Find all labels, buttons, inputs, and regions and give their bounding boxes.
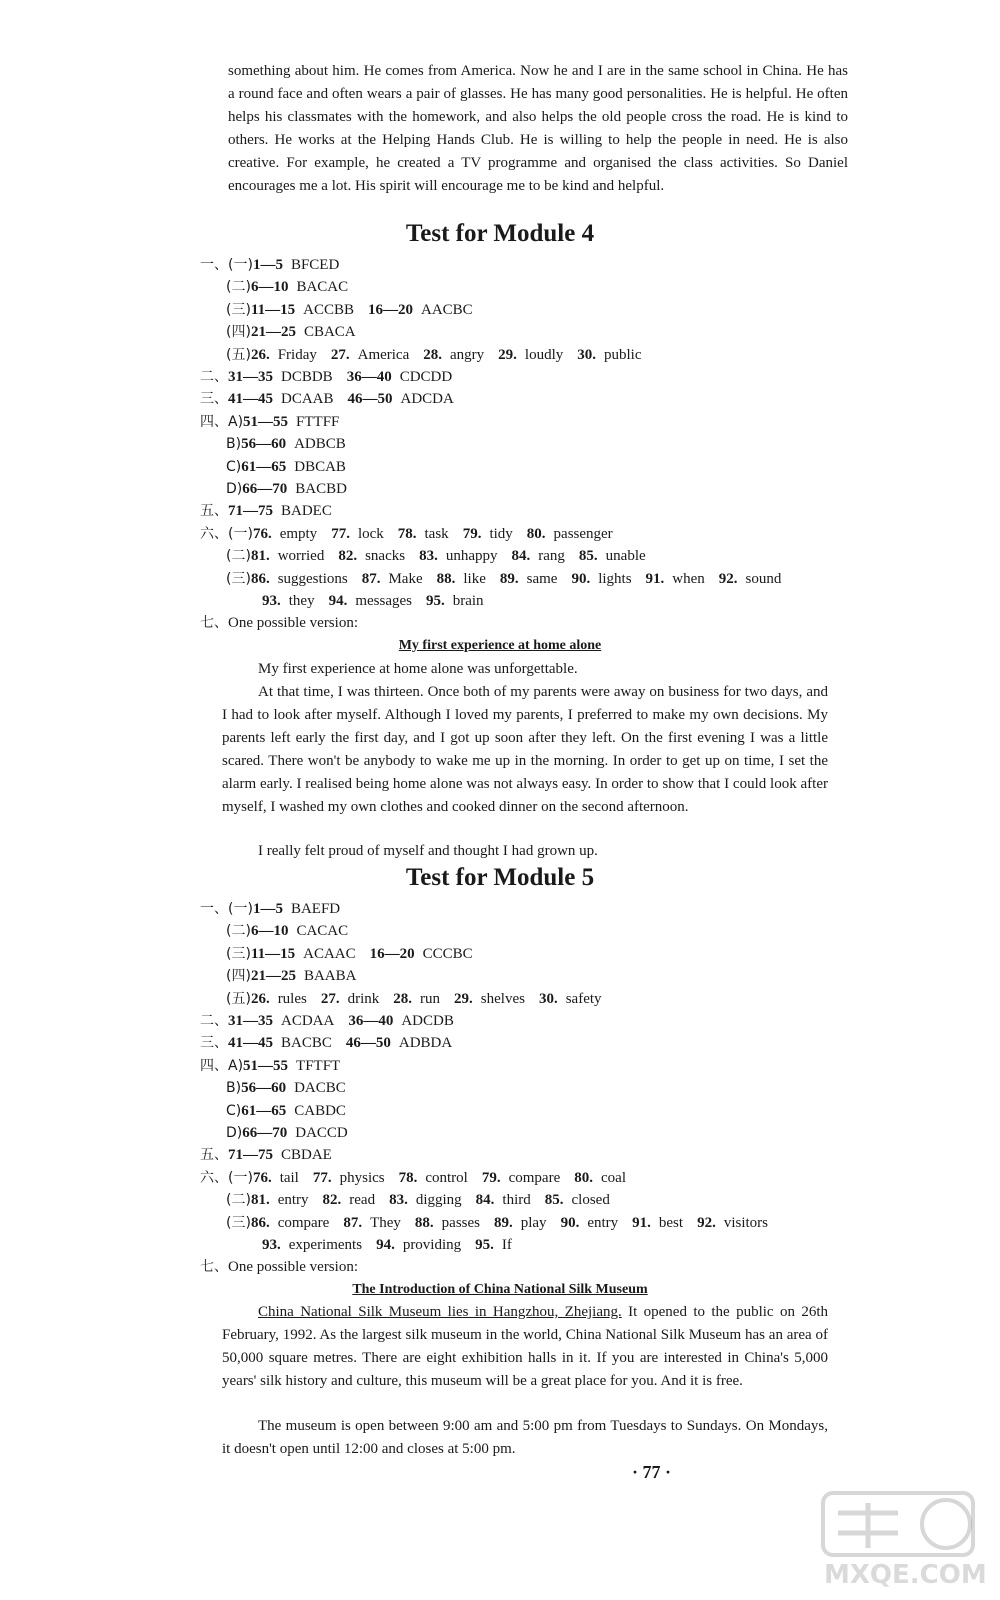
answer-text: ACAAC	[303, 945, 356, 962]
answer-line	[200, 411, 339, 433]
answer-text: America	[357, 346, 410, 363]
answer-text: DBCAB	[294, 458, 346, 475]
answer-text: Make	[388, 570, 423, 587]
answer-text: brain	[452, 593, 484, 609]
question-number: 11—15	[250, 945, 296, 962]
question-number: 86.	[250, 1214, 270, 1231]
question-section-marker: (五)	[226, 346, 251, 363]
answer-text: compare	[508, 1169, 561, 1186]
question-number: 78.	[398, 1169, 418, 1186]
question-section-marker: 二、	[200, 369, 228, 385]
question-section-marker: 三、	[200, 1035, 228, 1052]
answer-line	[262, 1234, 512, 1256]
answer-text: BFCED	[290, 257, 340, 273]
answer-line	[226, 276, 348, 298]
answer-line	[226, 920, 348, 942]
answer-text: They	[370, 1214, 401, 1231]
answer-text: FTTFF	[296, 413, 340, 430]
question-section-marker: D)	[226, 1125, 243, 1141]
answer-text: best	[658, 1214, 684, 1231]
question-number: 46—50	[345, 1035, 391, 1052]
question-number: 28.	[393, 990, 413, 1007]
answer-line	[200, 500, 332, 522]
page-number: · 77 ·	[632, 1462, 672, 1482]
answer-text: shelves	[480, 990, 525, 1007]
answer-line	[226, 456, 346, 478]
answer-text: TFTFT	[296, 1057, 341, 1074]
answer-text: safety	[565, 990, 602, 1007]
answer-text: passes	[441, 1214, 480, 1231]
answer-line	[200, 1010, 454, 1032]
question-number: 94.	[328, 593, 348, 609]
question-number: 94.	[376, 1237, 395, 1253]
question-number: 82.	[322, 1192, 342, 1209]
answer-text: rules	[277, 990, 307, 1007]
question-number: 83.	[389, 1192, 408, 1209]
answer-line	[200, 1055, 340, 1077]
question-number: 11—15	[250, 301, 296, 318]
answer-text: messages	[355, 593, 412, 609]
question-number: 1—5	[252, 901, 283, 917]
answer-text: DACCD	[295, 1125, 348, 1141]
answer-text: AACBC	[420, 301, 473, 318]
answer-text: tidy	[489, 525, 513, 542]
question-number: 56—60	[241, 436, 287, 453]
answer-line	[226, 299, 473, 321]
question-number: 85.	[544, 1192, 564, 1209]
answer-text: passenger	[553, 525, 613, 542]
question-number: 80.	[526, 525, 546, 542]
question-number: 91.	[645, 570, 665, 587]
module5-essay-p2: The museum is open between 9:00 am and 5:00 pm from Tuesdays to Sundays. On Mondays, it doesn't open until 12:00 and closes at 5:00 pm.	[222, 1418, 828, 1457]
question-number: 66—70	[242, 481, 288, 497]
answer-line	[262, 590, 484, 612]
question-number: 88.	[414, 1214, 434, 1231]
answer-text: visitors	[723, 1214, 768, 1231]
answer-text: DCBDB	[281, 369, 333, 385]
answer-line	[226, 478, 347, 500]
question-number: 26.	[250, 990, 270, 1007]
question-number: 79.	[462, 525, 482, 542]
module5-essay-p1	[222, 1301, 828, 1393]
answer-text: CBDAE	[281, 1147, 332, 1164]
answer-text: read	[349, 1192, 376, 1209]
answer-text: DACBC	[294, 1080, 346, 1097]
answer-line	[226, 344, 642, 366]
question-section-marker: (三)	[226, 301, 251, 318]
answer-line	[226, 988, 602, 1010]
answer-text: entry	[277, 1192, 309, 1209]
question-number: 41—45	[228, 1035, 273, 1052]
question-number: 56—60	[241, 1080, 287, 1097]
question-section-marker: 六、(一)	[200, 525, 253, 542]
question-number: 27.	[330, 346, 350, 363]
question-number: 61—65	[241, 458, 287, 475]
question-number: 36—40	[348, 1013, 394, 1029]
answer-text: experiments	[288, 1237, 363, 1253]
question-number: 16—20	[369, 945, 415, 962]
answer-text: coal	[601, 1169, 626, 1186]
question-number: 77.	[331, 525, 350, 542]
answer-text: ACCBB	[303, 301, 354, 318]
answer-text: One possible version:	[228, 1259, 358, 1276]
question-section-marker: (二)	[226, 1192, 251, 1209]
answer-line	[226, 1189, 610, 1211]
question-number: 16—20	[367, 301, 413, 318]
module4-essay-title: My first experience at home alone	[398, 638, 602, 653]
question-number: 92.	[697, 1214, 716, 1231]
answer-text: sound	[745, 570, 782, 587]
question-number: 91.	[632, 1214, 651, 1231]
question-section-marker: B)	[226, 1080, 242, 1097]
module4-essay-p3: I really felt proud of myself and thought I had grown up.	[258, 843, 598, 859]
question-number: 77.	[312, 1169, 332, 1186]
question-number: 51—55	[243, 1057, 289, 1074]
question-section-marker: 六、(一)	[200, 1169, 253, 1186]
answer-text: closed	[571, 1192, 610, 1209]
answer-text: physics	[339, 1169, 385, 1186]
question-number: 84.	[475, 1192, 495, 1209]
question-number: 90.	[571, 570, 591, 587]
watermark-logo	[818, 1488, 987, 1593]
answer-text: CCCBC	[422, 945, 473, 962]
question-number: 29.	[498, 346, 517, 363]
answer-text: task	[424, 525, 449, 542]
question-section-marker: (三)	[226, 1214, 251, 1231]
answer-line	[226, 1077, 346, 1099]
question-number: 6—10	[250, 923, 289, 940]
answer-text: suggestions	[277, 570, 348, 587]
watermark-url: MXQE.COM	[824, 1560, 987, 1590]
question-number: 41—45	[228, 391, 273, 408]
answer-text: empty	[279, 525, 318, 542]
answer-text: ACDAA	[281, 1013, 335, 1029]
question-number: 93.	[262, 1237, 281, 1253]
answer-text: lights	[598, 570, 632, 587]
answer-line	[200, 1144, 332, 1166]
answer-line	[226, 433, 346, 455]
answer-line	[226, 321, 356, 343]
question-number: 46—50	[347, 391, 393, 408]
answer-text: rang	[538, 548, 565, 565]
question-section-marker: (二)	[226, 279, 251, 296]
answer-text: same	[526, 570, 558, 587]
answer-text: ADBDA	[398, 1035, 453, 1052]
question-section-marker: 五、	[200, 503, 228, 520]
question-number: 66—70	[242, 1125, 288, 1141]
answer-text: BACBD	[295, 481, 347, 497]
museum-location-sentence: China National Silk Museum lies in Hangzhou, Zhejiang.	[258, 1304, 622, 1320]
question-number: 92.	[718, 570, 738, 587]
answer-line	[200, 1256, 358, 1278]
answer-line	[200, 612, 358, 634]
answer-text: unable	[605, 548, 646, 565]
answer-text: BACBC	[281, 1035, 332, 1052]
question-number: 26.	[250, 346, 270, 363]
answer-text: ADBCB	[294, 436, 346, 453]
question-number: 81.	[250, 1192, 270, 1209]
answer-text: loudly	[524, 346, 564, 363]
answer-line	[226, 965, 356, 987]
answer-text: they	[288, 593, 315, 609]
answer-text: play	[520, 1214, 547, 1231]
answer-text: worried	[277, 548, 325, 565]
question-section-marker: (四)	[226, 968, 251, 985]
answer-text: DCAAB	[281, 391, 334, 408]
question-number: 71—75	[228, 1147, 273, 1164]
answer-text: entry	[587, 1214, 619, 1231]
answer-text: BACAC	[296, 279, 349, 296]
answer-line	[226, 943, 473, 965]
question-number: 30.	[577, 346, 596, 363]
answer-text: If	[501, 1237, 512, 1253]
answer-text: angry	[450, 346, 485, 363]
question-section-marker: 二、	[200, 1013, 228, 1029]
answer-text: CACAC	[296, 923, 349, 940]
answer-text: BAEFD	[290, 901, 341, 917]
answer-text: when	[672, 570, 705, 587]
question-number: 86.	[250, 570, 270, 587]
question-section-marker: (三)	[226, 570, 251, 587]
question-number: 87.	[361, 570, 381, 587]
question-section-marker: (五)	[226, 990, 251, 1007]
question-section-marker: 三、	[200, 391, 228, 408]
answer-line	[226, 1100, 346, 1122]
answer-line	[226, 568, 781, 590]
answer-text: One possible version:	[228, 615, 358, 632]
question-number: 61—65	[241, 1102, 287, 1119]
question-section-marker: 七、	[200, 1259, 228, 1276]
answer-text: digging	[415, 1192, 462, 1209]
answer-text: unhappy	[445, 548, 498, 565]
answer-text: third	[502, 1192, 531, 1209]
question-number: 93.	[262, 593, 281, 609]
question-number: 85.	[578, 548, 598, 565]
module4-essay-p2: At that time, I was thirteen. Once both of my parents were away on business for two days, and I had to look after myself. Although I loved my parents, I preferred to make my own decisions. My parents left early the first day, and I got up soon after they left. On the first evening I was a little scared. There won't be anybody to wake me up in the morning. In order to get up on time, I set the alarm early. I realised being home alone was not always easy. In order to show that I could look after myself, I washed my own clothes and cooked dinner on the second afternoon.	[222, 684, 828, 815]
answer-line	[200, 898, 340, 920]
module4-essay-p1: My first experience at home alone was unforgettable.	[258, 661, 578, 677]
question-number: 95.	[425, 593, 445, 609]
question-number: 89.	[493, 1214, 513, 1231]
answer-line	[226, 545, 646, 567]
question-number: 84.	[511, 548, 531, 565]
question-number: 88.	[436, 570, 456, 587]
question-section-marker: C)	[226, 458, 242, 475]
answer-text: like	[463, 570, 486, 587]
module4-title: Test for Module 4	[405, 220, 595, 247]
question-number: 76.	[252, 1169, 272, 1186]
question-number: 82.	[338, 548, 358, 565]
answer-line	[200, 1167, 626, 1189]
answer-text: drink	[347, 990, 380, 1007]
question-number: 29.	[454, 990, 473, 1007]
question-number: 80.	[574, 1169, 593, 1186]
question-number: 89.	[499, 570, 519, 587]
question-number: 90.	[560, 1214, 580, 1231]
museum-description: It opened to the public on 26th February, 1992. As the largest silk museum in the world, China National Silk Museum has an area of 50,000 square metres. There are eight exhibition halls in it. If you are interested in China's 5,000 years' silk history and culture, this museum will be a great place for you. And it is free.	[222, 1304, 828, 1389]
answer-text: snacks	[365, 548, 406, 565]
answer-text: run	[420, 990, 441, 1007]
question-number: 95.	[475, 1237, 494, 1253]
answer-line	[200, 388, 454, 410]
question-number: 21—25	[250, 968, 296, 985]
question-number: 28.	[423, 346, 442, 363]
answer-line	[226, 1122, 348, 1144]
question-number: 6—10	[250, 279, 289, 296]
question-section-marker: (四)	[226, 324, 251, 341]
module5-title: Test for Module 5	[405, 864, 595, 891]
answer-text: CABDC	[294, 1102, 346, 1119]
question-number: 87.	[343, 1214, 363, 1231]
question-number: 78.	[397, 525, 417, 542]
question-number: 31—35	[228, 1013, 273, 1029]
question-number: 1—5	[252, 257, 283, 273]
question-section-marker: 一、(一)	[200, 257, 253, 273]
answer-line	[200, 1032, 452, 1054]
question-number: 36—40	[346, 369, 392, 385]
question-section-marker: C)	[226, 1102, 242, 1119]
question-number: 81.	[250, 548, 270, 565]
question-number: 30.	[538, 990, 558, 1007]
answer-text: BAABA	[303, 968, 357, 985]
answer-text: lock	[357, 525, 384, 542]
answer-text: CBACA	[303, 324, 356, 341]
question-number: 83.	[419, 548, 438, 565]
question-section-marker: (三)	[226, 945, 251, 962]
question-section-marker: B)	[226, 436, 242, 453]
question-section-marker: 一、(一)	[200, 901, 253, 917]
question-number: 31—35	[228, 369, 273, 385]
answer-text: ADCDA	[400, 391, 454, 408]
question-section-marker: (二)	[226, 923, 251, 940]
question-section-marker: D)	[226, 481, 243, 497]
question-section-marker: 七、	[200, 615, 228, 632]
answer-line	[226, 1212, 768, 1234]
question-number: 51—55	[243, 413, 289, 430]
question-section-marker: 四、A)	[200, 413, 244, 430]
answer-text: control	[425, 1169, 468, 1186]
answer-line	[200, 254, 339, 276]
answer-text: tail	[279, 1169, 299, 1186]
question-section-marker: 五、	[200, 1147, 228, 1164]
answer-text: BADEC	[281, 503, 332, 520]
question-number: 21—25	[250, 324, 296, 341]
intro-paragraph: something about him. He comes from America. Now he and I are in the same school in China. He has a round face and often wears a pair of glasses. He has many good personalities. He is helpful. He often helps his classmates with the homework, and also helps the old people cross the road. He is kind to others. He works at the Helping Hands Club. He is willing to help the people in need. He is also creative. For example, he created a TV programme and organised the class activities. So Daniel encourages me a lot. His spirit will encourage me to be kind and helpful.	[228, 63, 848, 194]
answer-text: compare	[277, 1214, 330, 1231]
answer-text: Friday	[277, 346, 317, 363]
answer-text: providing	[402, 1237, 462, 1253]
question-number: 79.	[481, 1169, 501, 1186]
question-number: 76.	[252, 525, 272, 542]
question-section-marker: (二)	[226, 548, 251, 565]
answer-text: public	[604, 346, 642, 363]
answer-line	[200, 523, 613, 545]
answer-text: CDCDD	[399, 369, 453, 385]
answer-line	[200, 366, 452, 388]
question-number: 71—75	[228, 503, 273, 520]
question-number: 27.	[320, 990, 340, 1007]
answer-text: ADCDB	[401, 1013, 454, 1029]
module5-essay-title: The Introduction of China National Silk Museum	[352, 1282, 648, 1297]
question-section-marker: 四、A)	[200, 1057, 244, 1074]
